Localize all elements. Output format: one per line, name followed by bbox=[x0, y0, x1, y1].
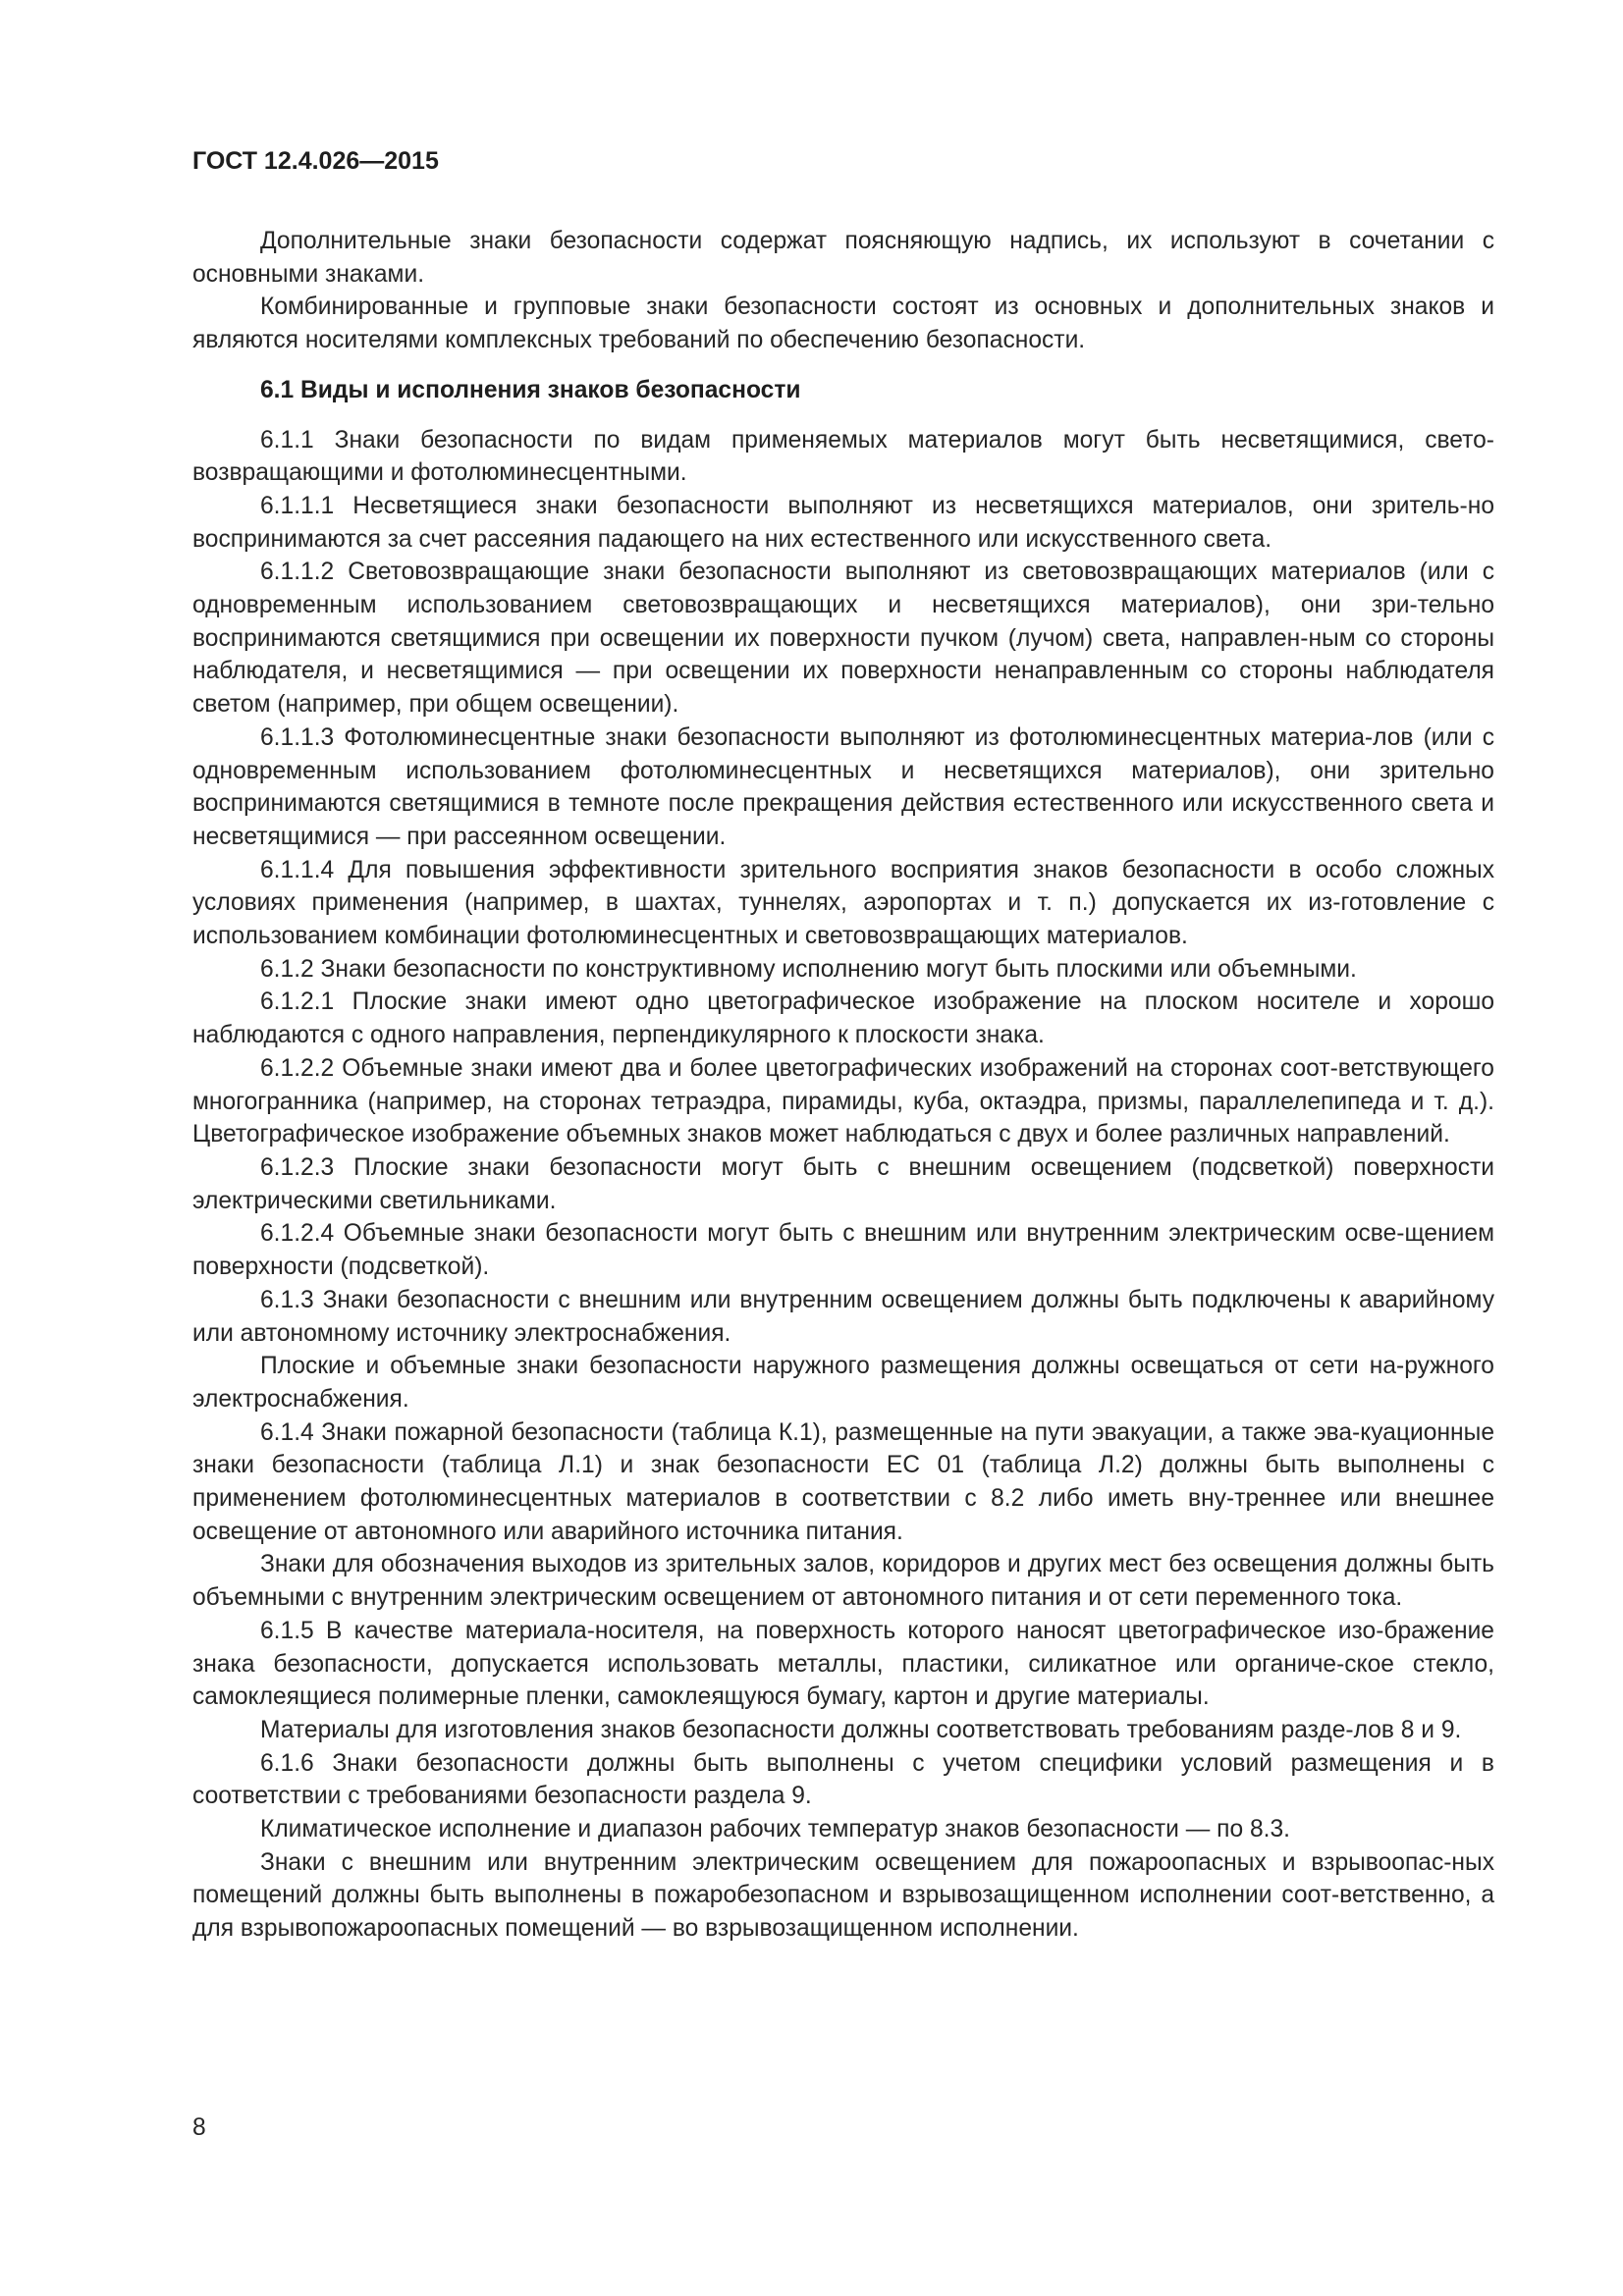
paragraph: 6.1.1.4 Для повышения эффективности зрительного восприятия знаков безопасности в особо сложных условиях применения (например, в шахтах, туннелях, аэропортах и т. п.) допускается их из-готовление с использованием комбинации фотолюминесцентных и световозвращающих материалов. bbox=[192, 856, 1494, 950]
paragraph: 6.1.3 Знаки безопасности с внешним или внутренним освещением должны быть подключены к аварийному или автономному источнику электроснабжения. bbox=[192, 1286, 1494, 1347]
page-number: 8 bbox=[192, 2114, 206, 2141]
paragraph: 6.1.1.3 Фотолюминесцентные знаки безопасности выполняют из фотолюминесцентных материа-лов (или с одновременным использованием фотолюминесцентных и несветящихся материалов), они зрительно воспринимаются светящимися в темноте после прекращения действия естественного или искусственного света и несветящимися — при рассеянном освещении. bbox=[192, 723, 1494, 850]
paragraph: 6.1.1.2 Световозвращающие знаки безопасности выполняют из световозвращающих материалов (или с одновременным использованием световозвращающих и несветящихся материалов), они зри-тельно воспринимаются светящимися при освещении их поверхности пучком (лучом) света, направлен-ным со стороны наблюдателя, и несветящимися — при освещении их поверхности ненаправленным со стороны наблюдателя светом (например, при общем освещении). bbox=[192, 559, 1494, 719]
paragraph: 6.1.6 Знаки безопасности должны быть выполнены с учетом специфики условий размещения и в соответствии с требованиями безопасности раздела 9. bbox=[192, 1749, 1494, 1810]
paragraph: 6.1.5 В качестве материала-носителя, на поверхность которого наносят цветографическое изо-бражение знака безопасности, допускается использовать металлы, пластики, силикатное или органиче-ское стекло, самоклеящиеся полимерные пленки, самоклеящуюся бумагу, картон и другие материалы. bbox=[192, 1617, 1494, 1711]
document-body bbox=[192, 225, 1494, 1946]
paragraph: Климатическое исполнение и диапазон рабочих температур знаков безопасности — по 8.3. bbox=[260, 1816, 1291, 1843]
paragraph: 6.1.4 Знаки пожарной безопасности (таблица К.1), размещенные на пути эвакуации, а также эва-куационные знаки безопасности (таблица Л.1) и знак безопасности ЕС 01 (таблица Л.2) должны быть выполнены с применением фотолюминесцентных материалов в соответствии с 8.2 либо иметь вну-треннее или внешнее освещение от автономного или аварийного источника питания. bbox=[192, 1418, 1494, 1545]
paragraph: 6.1.1 Знаки безопасности по видам применяемых материалов могут быть несветящимися, свето-возвращающими и фотолюминесцентными. bbox=[192, 426, 1494, 487]
paragraph: Знаки для обозначения выходов из зрительных залов, коридоров и других мест без освещения должны быть объемными с внутренним электрическим освещением от автономного питания и от сети переменного тока. bbox=[192, 1551, 1494, 1612]
section-title: 6.1 Виды и исполнения знаков безопасности bbox=[260, 376, 801, 403]
paragraph: 6.1.2.2 Объемные знаки имеют два и более цветографических изображений на сторонах соот-ветствующего многогранника (например, на сторонах тетраэдра, пирамиды, куба, октаэдра, призмы, параллелепипеда и т. д.). Цветографическое изображение объемных знаков может наблюдаться с двух и более различных направлений. bbox=[192, 1054, 1494, 1148]
paragraph: Материалы для изготовления знаков безопасности должны соответствовать требованиям разде-лов 8 и 9. bbox=[260, 1716, 1462, 1743]
paragraph: Знаки с внешним или внутренним электрическим освещением для пожароопасных и взрывоопас-ных помещений должны быть выполнены в пожаробезопасном и взрывозащищенном исполнении соот-ветственно, а для взрывопожароопасных помещений — во взрывозащищенном исполнении. bbox=[192, 1848, 1494, 1943]
intro-paragraph: Дополнительные знаки безопасности содержат поясняющую надпись, их используют в сочетании с основными знаками. bbox=[192, 228, 1494, 288]
paragraph: 6.1.2 Знаки безопасности по конструктивному исполнению могут быть плоскими или объемными. bbox=[260, 955, 1357, 983]
intro-paragraph: Комбинированные и групповые знаки безопасности состоят из основных и дополнительных знаков и являются носителями комплексных требований по обеспечению безопасности. bbox=[192, 294, 1494, 354]
paragraph: 6.1.2.4 Объемные знаки безопасности могут быть с внешним или внутренним электрическим осве-щением поверхности (подсветкой). bbox=[192, 1220, 1494, 1281]
paragraph: 6.1.2.1 Плоские знаки имеют одно цветографическое изображение на плоском носителе и хорошо наблюдаются с одного направления, перпендикулярного к плоскости знака. bbox=[192, 988, 1494, 1049]
standard-header: ГОСТ 12.4.026—2015 bbox=[192, 147, 439, 175]
paragraph: 6.1.2.3 Плоские знаки безопасности могут быть с внешним освещением (подсветкой) поверхности электрическими светильниками. bbox=[192, 1153, 1494, 1214]
paragraph: Плоские и объемные знаки безопасности наружного размещения должны освещаться от сети на-ружного электроснабжения. bbox=[192, 1353, 1494, 1413]
paragraph: 6.1.1.1 Несветящиеся знаки безопасности выполняют из несветящихся материалов, они зритель-но воспринимаются за счет рассеяния падающего на них естественного или искусственного света. bbox=[192, 492, 1494, 553]
